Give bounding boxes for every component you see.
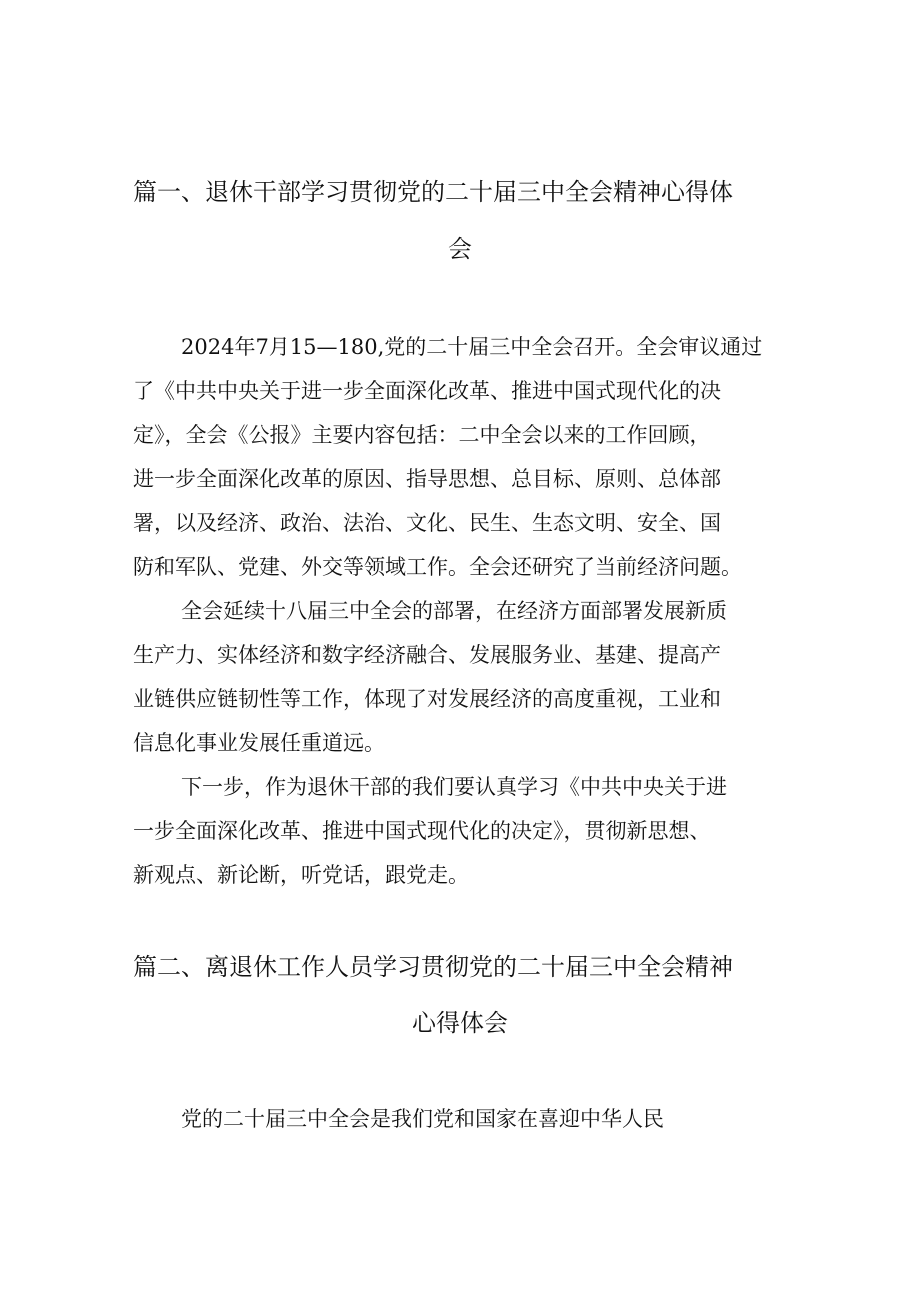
paragraph-line: 进一步全面深化改革的原因、指导思想、总目标、原则、总体部 — [133, 467, 721, 491]
paragraph-line: 下一步，作为退休干部的我们要认真学习《中共中央关于进 — [181, 775, 727, 799]
section1-paragraph-1 — [133, 325, 793, 589]
paragraph-line: 防和军队、党建、外交等领域工作。全会还研究了当前经济问题。 — [133, 555, 742, 579]
paragraph-line: 党的二十届三中全会是我们党和国家在喜迎中华人民 — [181, 1107, 664, 1131]
section2-title-line1: 篇二、离退休工作人员学习贯彻党的二十届三中全会精神 — [133, 953, 733, 981]
section1-title-line1: 篇一、退休干部学习贯彻党的二十届三中全会精神心得体 — [133, 178, 733, 206]
paragraph-line: 2024年7月15—180,党的二十届三中全会召开。全会审议通过 — [181, 335, 763, 359]
section2-title-line2: 心得体会 — [412, 1009, 508, 1037]
paragraph-line: 新观点、新论断，听党话，跟党走。 — [133, 863, 469, 887]
paragraph-line: 全会延续十八届三中全会的部署，在经济方面部署发展新质 — [181, 599, 727, 623]
section1-paragraph-3 — [133, 765, 793, 897]
section2-paragraph-1 — [133, 1097, 793, 1141]
paragraph-line: 了《中共中央关于进一步全面深化改革、推进中国式现代化的决 — [133, 379, 721, 403]
section1-title-line2: 会 — [448, 235, 472, 263]
paragraph-line: 生产力、实体经济和数字经济融合、发展服务业、基建、提高产 — [133, 643, 721, 667]
section1-paragraph-2 — [133, 589, 793, 765]
paragraph-line: 定》，全会《公报》主要内容包括：二中全会以来的工作回顾， — [133, 423, 711, 447]
paragraph-line: 署，以及经济、政治、法治、文化、民生、生态文明、安全、国 — [133, 511, 721, 535]
paragraph-line: 一步全面深化改革、推进中国式现代化的决定》，贯彻新思想、 — [133, 819, 711, 843]
paragraph-line: 信息化事业发展任重道远。 — [133, 731, 385, 755]
paragraph-line: 业链供应链韧性等工作，体现了对发展经济的高度重视，工业和 — [133, 687, 721, 711]
